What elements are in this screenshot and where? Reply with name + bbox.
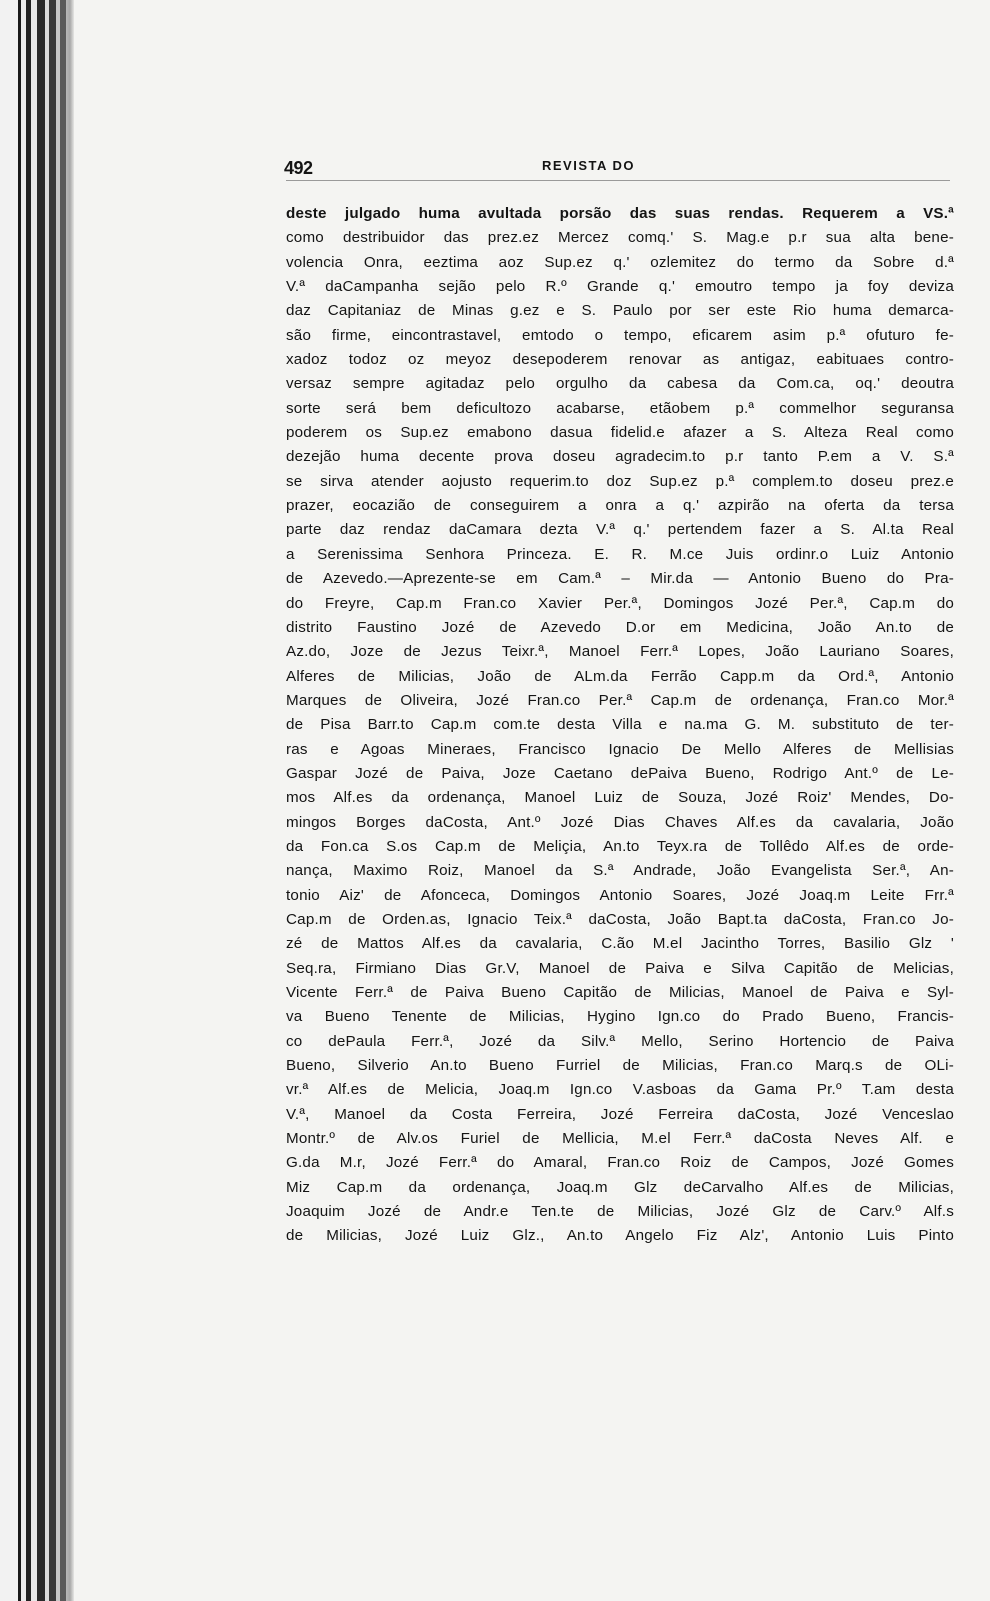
text-line: mingos Borges daCosta, Ant.º Jozé Dias Chaves Alf.es da cavalaria, João bbox=[286, 813, 954, 831]
text-line: mos Alf.es da ordenança, Manoel Luiz de Souza, Jozé Roiz' Mendes, Do- bbox=[286, 789, 954, 807]
text-line: G.da M.r, Jozé Ferr.ª do Amaral, Fran.co Roiz de Campos, Jozé Gomes bbox=[286, 1154, 954, 1172]
text-line: ras e Agoas Mineraes, Francisco Ignacio De Mello Alferes de Mellisias bbox=[286, 740, 954, 758]
text-line: vr.ª Alf.es de Melicia, Joaq.m Ign.co V.asboas da Gama Pr.º T.am desta bbox=[286, 1081, 954, 1099]
text-line: Cap.m de Orden.as, Ignacio Teix.ª daCosta, João Bapt.ta daCosta, Fran.co Jo- bbox=[286, 910, 954, 928]
text-line: V.ª daCampanha sejão pelo R.º Grande q.' emoutro tempo ja foy deviza bbox=[286, 278, 954, 296]
text-line: sorte será bem deficultozo acabarse, etãobem p.ª commelhor seguransa bbox=[286, 399, 954, 417]
running-head: REVISTA DO bbox=[542, 158, 636, 173]
text-line: va Bueno Tenente de Milicias, Hygino Ign.co do Prado Bueno, Francis- bbox=[286, 1008, 954, 1026]
book-binding-edge bbox=[0, 0, 74, 1601]
header-rule bbox=[286, 180, 950, 181]
page-number: 492 bbox=[284, 158, 313, 178]
text-line: daz Capitaniaz de Minas g.ez e S. Paulo por ser este Rio huma demarca- bbox=[286, 302, 954, 320]
text-line: Montr.º de Alv.os Furiel de Mellicia, M.el Ferr.ª daCosta Neves Alf. e bbox=[286, 1130, 954, 1148]
text-line: Bueno, Silverio An.to Bueno Furriel de Milicias, Fran.co Marq.s de OLi- bbox=[286, 1057, 954, 1075]
book-page bbox=[286, 150, 954, 1249]
text-line: nança, Maximo Roiz, Manoel da S.ª Andrade, João Evangelista Ser.ª, An- bbox=[286, 862, 954, 880]
text-line: são firme, eincontrastavel, emtodo o tempo, eficarem asim p.ª ofuturo fe- bbox=[286, 326, 954, 344]
text-line: Vicente Ferr.ª de Paiva Bueno Capitão de Milicias, Manoel de Paiva e Syl- bbox=[286, 984, 954, 1001]
text-line: Seq.ra, Firmiano Dias Gr.V, Manoel de Paiva e Silva Capitão de Melicias, bbox=[286, 959, 954, 977]
text-line: volencia Onra, eeztima aoz Sup.ez q.' ozlemitez do termo da Sobre d.ª bbox=[286, 253, 954, 271]
text-line: Alferes de Milicias, João de ALm.da Ferrão Capp.m da Ord.ª, Antonio bbox=[286, 667, 954, 685]
text-line: versaz sempre agitadaz pelo orgulho da cabesa da Com.ca, oq.' deoutra bbox=[286, 375, 954, 393]
body-text bbox=[286, 202, 954, 1249]
text-line: V.ª, Manoel da Costa Ferreira, Jozé Ferreira daCosta, Jozé Venceslao bbox=[286, 1105, 954, 1123]
text-line: poderem os Sup.ez emabono dasua fidelid.e afazer a S. Alteza Real como bbox=[286, 424, 954, 442]
text-line: dezejão huma decente prova doseu agradecim.to p.r tanto P.em a V. S.ª bbox=[286, 448, 954, 466]
text-line: de Azevedo.—Aprezente-se em Cam.ª – Mir.da — Antonio Bueno do Pra- bbox=[286, 570, 954, 588]
text-line: de Milicias, Jozé Luiz Glz., An.to Angelo Fiz Alz', Antonio Luis Pinto bbox=[286, 1227, 954, 1245]
text-line: Gaspar Jozé de Paiva, Joze Caetano dePaiva Bueno, Rodrigo Ant.º de Le- bbox=[286, 764, 954, 782]
text-line: Marques de Oliveira, Jozé Fran.co Per.ª Cap.m de ordenança, Fran.co Mor.ª bbox=[286, 691, 954, 709]
text-line: a Serenissima Senhora Princeza. E. R. M.ce Juis ordinr.o Luiz Antonio bbox=[286, 545, 954, 563]
text-line: zé de Mattos Alf.es da cavalaria, C.ão M.el Jacintho Torres, Basilio Glz ' bbox=[286, 935, 954, 953]
text-line: da Fon.ca S.os Cap.m de Meliçia, An.to Teyx.ra de Tollêdo Alf.es de orde- bbox=[286, 837, 954, 855]
text-line: Az.do, Joze de Jezus Teixr.ª, Manoel Ferr.ª Lopes, João Lauriano Soares, bbox=[286, 643, 954, 661]
text-line: distrito Faustino Jozé de Azevedo D.or em Medicina, João An.to de bbox=[286, 618, 954, 636]
text-line: como destribuidor das prez.ez Mercez comq.' S. Mag.e p.r sua alta bene- bbox=[286, 229, 954, 247]
text-line: Joaquim Jozé de Andr.e Ten.te de Milicias, Jozé Glz de Carv.º Alf.s bbox=[286, 1203, 954, 1221]
text-line: tonio Aiz' de Afonceca, Domingos Antonio Soares, Jozé Joaq.m Leite Frr.ª bbox=[286, 886, 954, 904]
text-line: Miz Cap.m da ordenança, Joaq.m Glz deCarvalho Alf.es de Milicias, bbox=[286, 1178, 954, 1196]
text-line: prazer, eocazião de conseguirem a onra a q.' azpirão na oferta da tersa bbox=[286, 497, 954, 515]
text-line: do Freyre, Cap.m Fran.co Xavier Per.ª, Domingos Jozé Per.ª, Cap.m do bbox=[286, 594, 954, 612]
text-line: deste julgado huma avultada porsão das suas rendas. Requerem a VS.ª bbox=[286, 205, 954, 222]
text-line: se sirva atender aojusto requerim.to doz Sup.ez p.ª complem.to doseu prez.e bbox=[286, 472, 954, 490]
text-line: xadoz todoz oz meyoz desepoderem renovar as antigaz, eabituaes contro- bbox=[286, 351, 954, 369]
text-line: parte daz rendaz daCamara dezta V.ª q.' pertendem fazer a S. Al.ta Real bbox=[286, 521, 954, 539]
text-line: co dePaula Ferr.ª, Jozé da Silv.ª Mello, Serino Hortencio de Paiva bbox=[286, 1032, 954, 1050]
page-header bbox=[286, 150, 954, 180]
text-line: de Pisa Barr.to Cap.m com.te desta Villa e na.ma G. M. substituto de ter- bbox=[286, 716, 954, 734]
